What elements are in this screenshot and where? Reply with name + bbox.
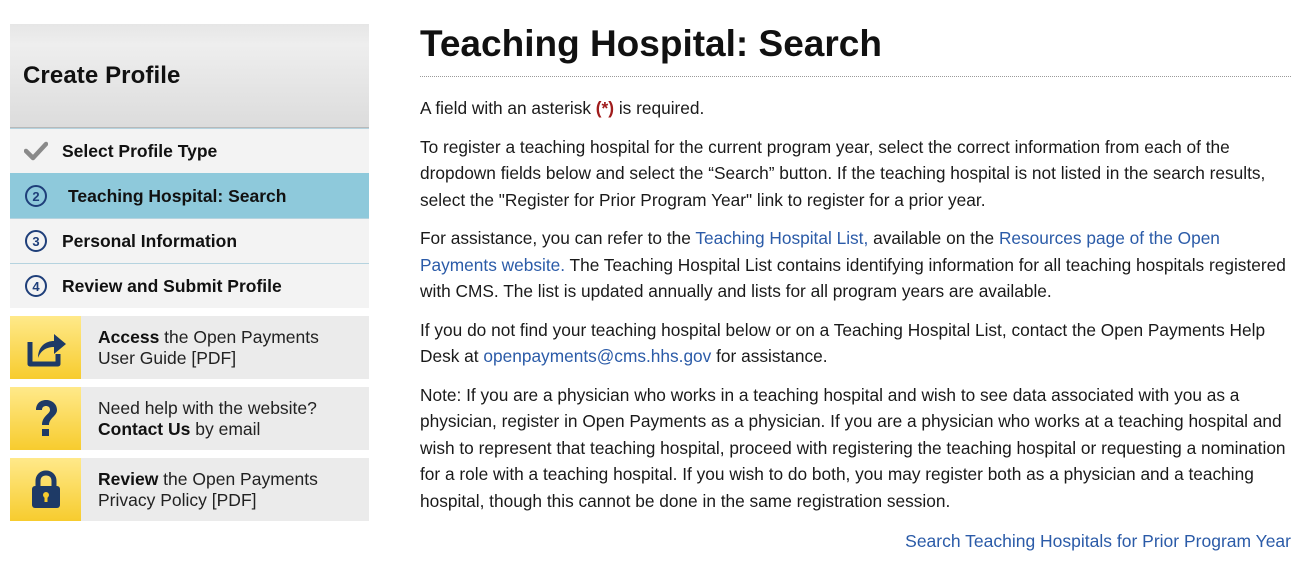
create-profile-panel	[10, 24, 369, 308]
prior-year-link-row	[420, 529, 1291, 553]
question-icon	[10, 387, 81, 450]
step-teaching-hospital-search[interactable]	[10, 173, 369, 218]
create-profile-title: Create Profile	[23, 61, 181, 89]
sidebar	[10, 24, 369, 521]
assistance-paragraph: For assistance, you can refer to the Teaching Hospital List, available on the Resources page of the Open Payments website. The Teaching Hospital List contains identifying information for all teaching hospitals registered with CMS. The list is updated annually and lists for all program years are available.	[420, 228, 1286, 301]
instructions-paragraph: To register a teaching hospital for the current program year, select the correct information from each of the dropdown fields below and select the “Search” button. If the teaching hospital is not listed in the search results, select the "Register for Prior Program Year" link to register for a prior year.	[420, 136, 1266, 210]
page-title: Teaching Hospital: Search	[420, 23, 882, 64]
resources-page-link[interactable]: Resources page of the Open Payments website.	[420, 228, 1220, 275]
title-divider	[420, 76, 1291, 77]
lock-icon	[10, 458, 81, 521]
help-desk-email-link[interactable]: openpayments@cms.hhs.gov	[483, 346, 712, 366]
step-select-profile-type[interactable]	[10, 128, 369, 173]
teaching-hospital-list-link[interactable]: Teaching Hospital List,	[695, 228, 869, 248]
privacy-policy-card[interactable]: Review the Open Payments Privacy Policy [PDF]	[10, 458, 369, 521]
privacy-policy-link[interactable]: Review	[98, 468, 159, 489]
required-asterisk: (*)	[595, 98, 615, 118]
step-label: Teaching Hospital: Search	[68, 185, 287, 206]
step-number-icon: 4	[10, 275, 62, 297]
contact-us-link[interactable]: Contact Us	[98, 418, 191, 439]
checkmark-icon	[10, 141, 62, 161]
required-note: A field with an asterisk (*) is required.	[420, 98, 705, 118]
user-guide-link[interactable]: Access	[98, 326, 160, 347]
user-guide-card[interactable]: Access the Open Payments User Guide [PDF]	[10, 316, 369, 379]
step-label: Personal Information	[62, 230, 238, 251]
create-profile-header	[10, 24, 369, 128]
step-number-icon: 2	[10, 185, 62, 207]
main-content	[420, 22, 1291, 553]
help-desk-paragraph: If you do not find your teaching hospital below or on a Teaching Hospital List, contact the Open Payments Help Desk at openpayments@cms.hhs.gov for assistance.	[420, 319, 1266, 366]
step-number-icon: 3	[10, 230, 62, 252]
step-personal-information[interactable]	[10, 218, 369, 263]
step-label: Select Profile Type	[62, 140, 218, 161]
physician-note-paragraph: Note: If you are a physician who works in a teaching hospital and wish to see data associated with you as a physician, register in Open Payments as a physician. If you are a physician who works at a teaching hospital and wish to represent that teaching hospital, proceed with registering the teaching hospital or requesting a nomination for a role with a teaching hospital. If you wish to do both, you may register both as a physician and a teaching hospital, though this cannot be done in the same registration session.	[420, 384, 1286, 511]
step-label: Review and Submit Profile	[62, 275, 282, 296]
step-review-and-submit[interactable]	[10, 263, 369, 308]
share-icon	[10, 316, 81, 379]
contact-us-card[interactable]: Need help with the website? Contact Us by email	[10, 387, 369, 450]
prior-program-year-link[interactable]: Search Teaching Hospitals for Prior Program Year	[905, 531, 1291, 551]
